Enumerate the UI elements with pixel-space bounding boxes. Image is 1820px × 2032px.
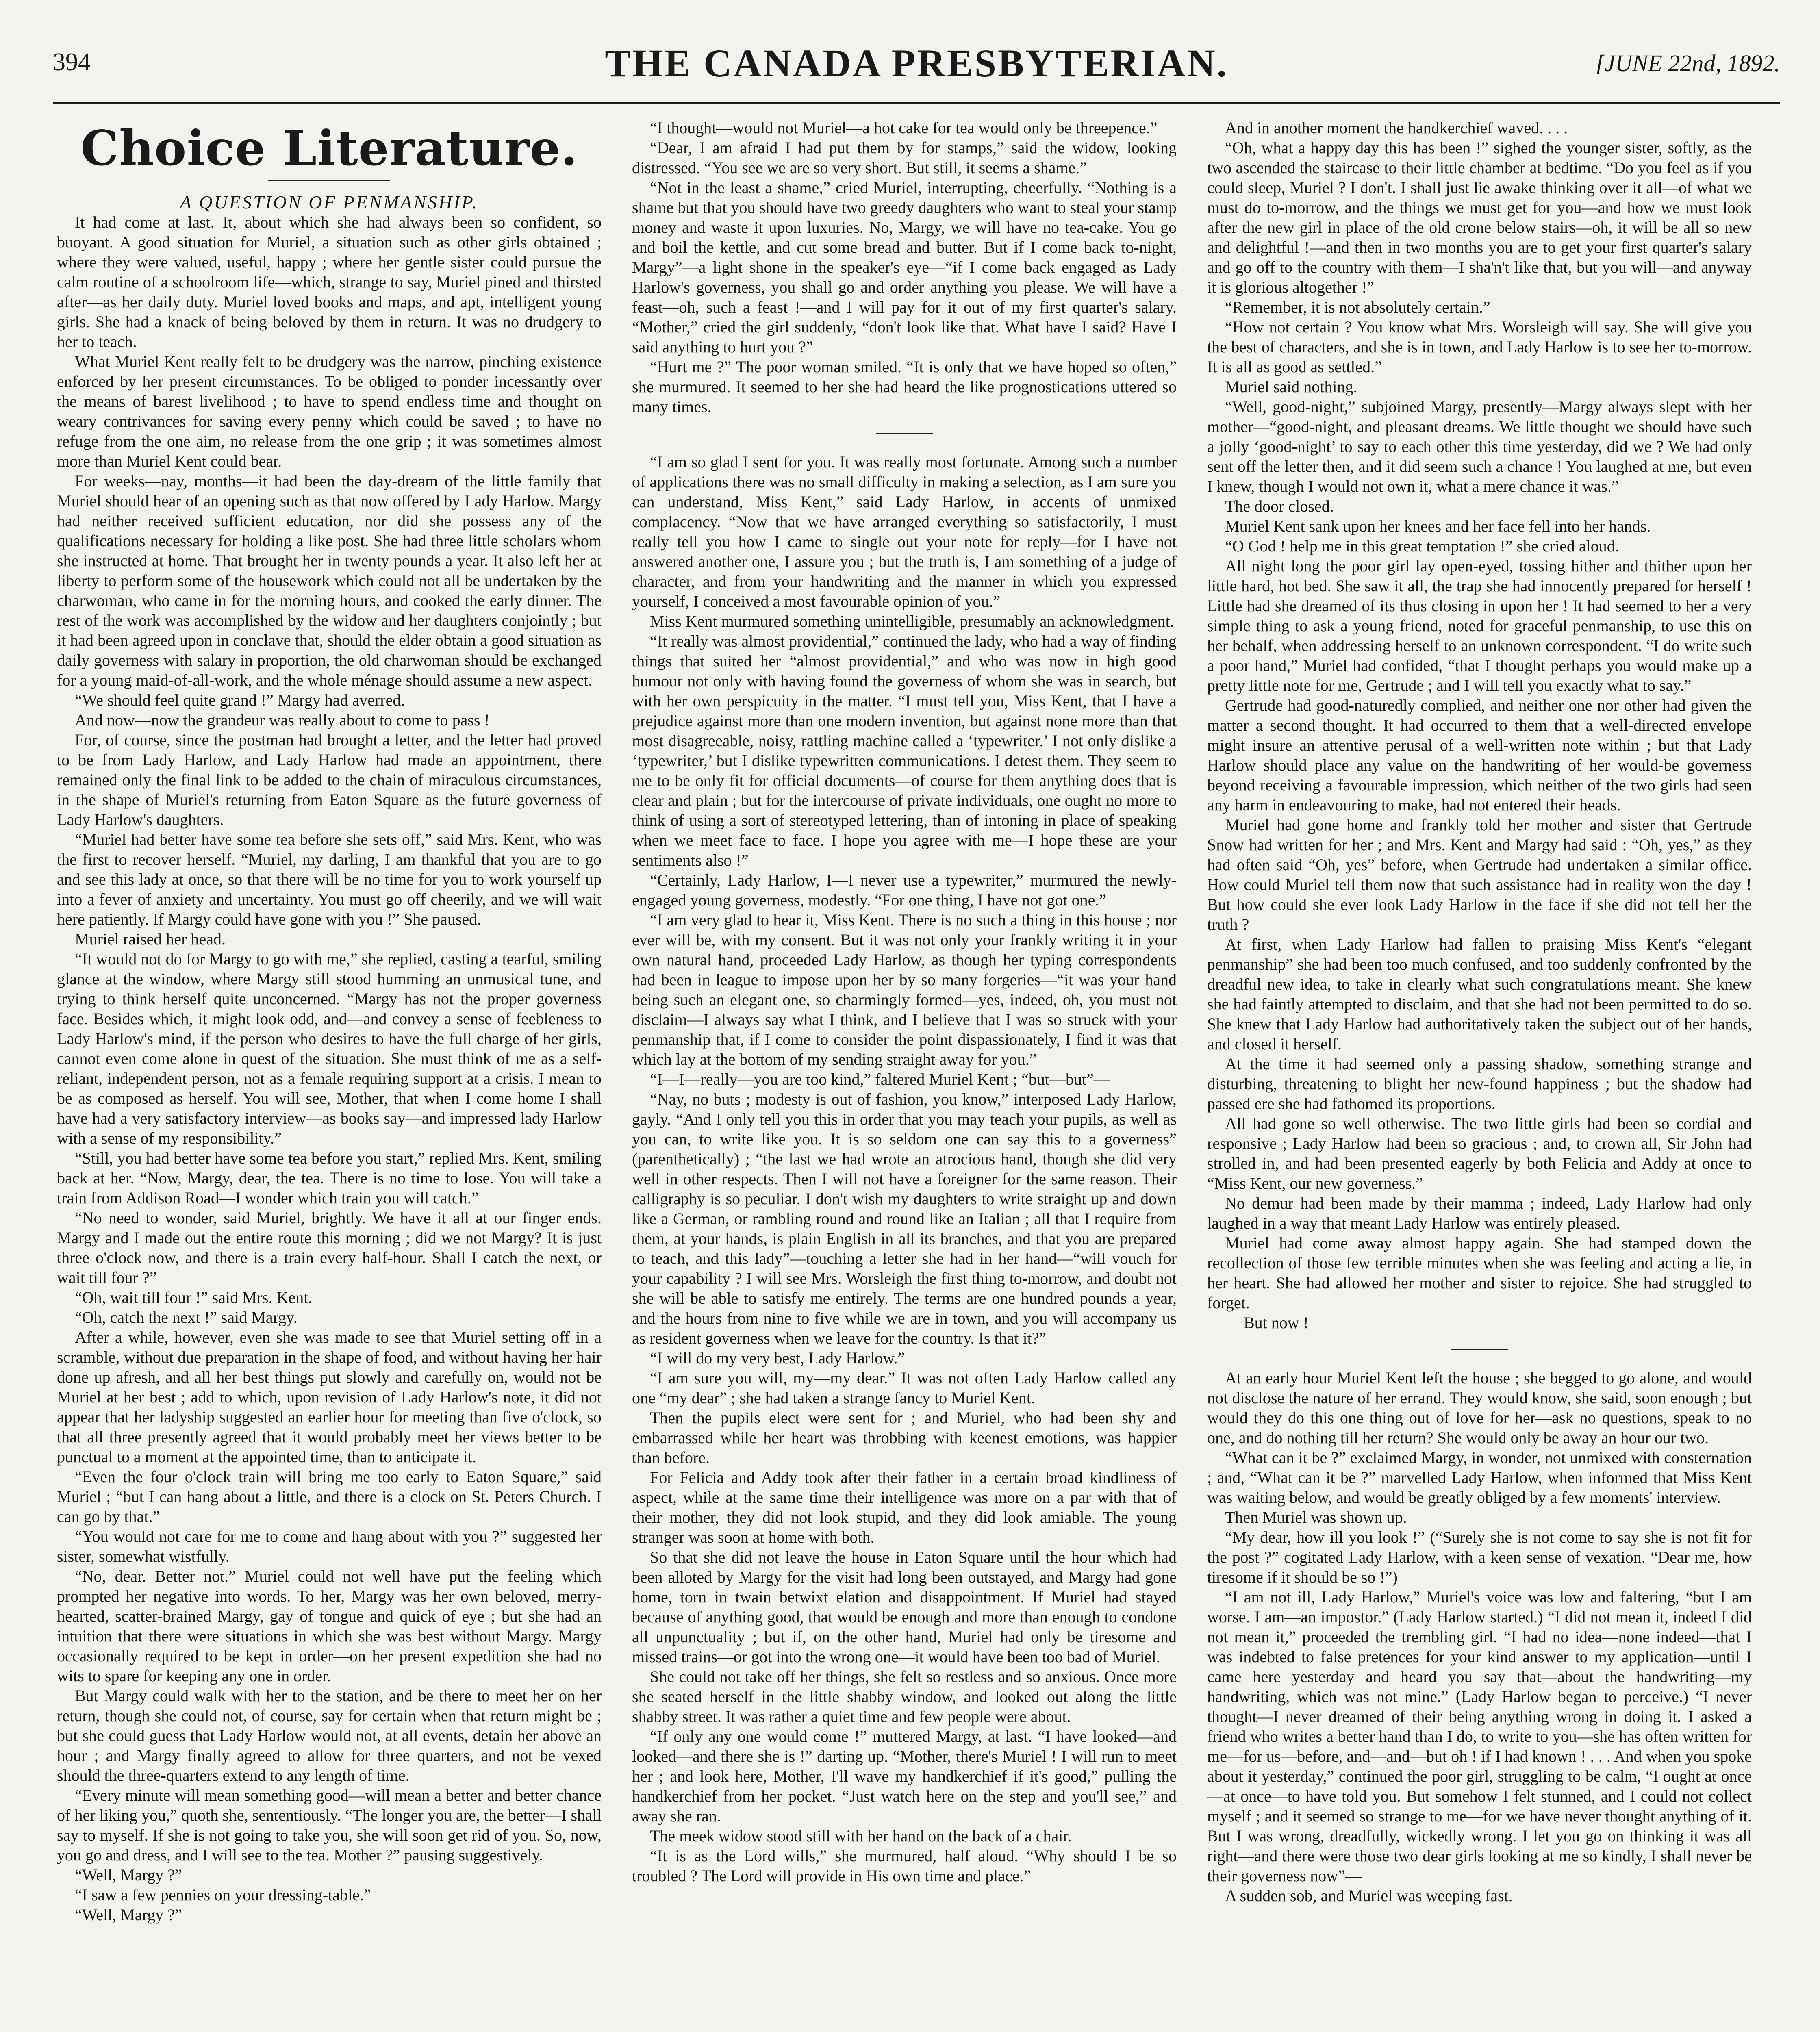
- paragraph: “Well, good-night,” subjoined Margy, presently—Margy always slept with her mother—“good-night, and pleasant dreams. We little thought we should have such a jolly ‘good-night’ to say to each other this time yesterday, did we ? We had only sent off the letter then, and it did seem such a chance ! You laughed at me, but even I knew, though I would not own it, what a mere chance it was.”: [1207, 397, 1752, 495]
- paragraph: It had come at last. It, about which she had always been so confident, so buoyant. A good situation for Muriel, a situation such as other girls obtained ; where they were valued, useful, happy ; where her gentle sister could pursue the calm routine of a schoolroom life—which, strange to say, Muriel pined and thirsted after—as her daily duty. Muriel loved books and maps, and apt, intelligent young girls. She had a knack of being beloved by them in return. It was no drudgery to her to teach.: [57, 213, 602, 351]
- paragraph: “No need to wonder, said Muriel, brightly. We have it all at our finger ends. Margy and I made out the entire route this morning ; did we not Margy? It is just three o'clock now, and there is a train every half-hour. Shall I catch the next, or wait till four ?”: [57, 1209, 602, 1287]
- paragraph: At the time it had seemed only a passing shadow, something strange and disturbing, threatening to blight her new-found happiness ; but the shadow had passed ere she had fathomed its proportions.: [1207, 1055, 1752, 1113]
- section-divider: [876, 433, 933, 434]
- paragraph: The door closed.: [1225, 497, 1334, 515]
- paragraph: “I thought—would not Muriel—a hot cake for tea would only be threepence.”: [650, 119, 1158, 137]
- paragraph: All night long the poor girl lay open-eyed, tossing hither and thither upon her little hard, hot bed. She saw it all, the trap she had innocently prepared for herself ! Little had she dreamed of its thus closing in upon her ! It had seemed to her a very simple thing to ask a young friend, noted for graceful penmanship, to use this on her behalf, when addressing herself to an unknown correspondent. “I do write such a poor hand,” Muriel had confided, “that I thought perhaps you would make up a pretty little note for me, Gertrude ; and I will tell you exactly what to say.”: [1207, 557, 1752, 695]
- paragraph: “I am very glad to hear it, Miss Kent. There is no such a thing in this house ; nor ever will be, with my consent. But it was not only your frankly writing it in your own natural hand, proceeded Lady Harlow, as though her typing correspondents had been in league to impose upon her by so many forgeries—“it was your hand being such an elegant one, so charmingly formed—yes, indeed, oh, you must not disclaim—I always say what I think, and I believe that I was so struck with your penmanship that, if I come to consider the point dispassionately, I find it was that which lay at the bottom of my sending straight away for you.”: [632, 911, 1177, 1068]
- paragraph: “I am sure you will, my—my dear.” It was not often Lady Harlow called any one “my dear” ; she had taken a strange fancy to Muriel Kent.: [632, 1369, 1177, 1407]
- masthead-title: THE CANADA PRESBYTERIAN.: [605, 41, 1228, 85]
- paragraph: “Every minute will mean something good—will mean a better and better chance of her liking you,” quoth she, sententiously. “The longer you are, the better—I shall say to myself. If she is not going to take you, she will soon get rid of you. So, now, you go and dress, and I will see to the tea. Mother ?” pausing suggestively.: [57, 1786, 602, 1864]
- heading-rule: [268, 180, 390, 181]
- paragraph: Gertrude had good-naturedly complied, and neither one nor other had given the matter a second thought. It had occurred to them that a well-directed envelope might insure an attentive perusal of a well-written note within ; but that Lady Harlow should place any value on the handwriting of her would-be governess beyond receiving a favourable impression, which neither of the two girls had seen any harm in endeavouring to make, had not entered their heads.: [1207, 696, 1752, 814]
- paragraph: “No, dear. Better not.” Muriel could not well have put the feeling which prompted her negative into words. To her, Margy was her own beloved, merry-hearted, scatter-brained Margy, gay of tongue and quick of eye ; but she had an intuition that there were situations in which she was best without Margy. Margy occasionally required to be kept in order—on her present expedition she had no wits to spare for keeping any one in order.: [57, 1567, 602, 1685]
- paragraph: She could not take off her things, she felt so restless and so anxious. Once more she seated herself in the little shabby window, and looked out along the little shabby street. It was rather a quiet time and few people were about.: [632, 1667, 1177, 1726]
- page-header: [53, 41, 1780, 98]
- paragraph: “How not certain ? You know what Mrs. Worsleigh will say. She will give you the best of characters, and she is in town, and Lady Harlow is to see her to-morrow. It is all as good as settled.”: [1207, 318, 1752, 376]
- paragraph: Then the pupils elect were sent for ; and Muriel, who had been shy and embarrassed while her heart was throbbing with keenest emotions, was happier than before.: [632, 1409, 1177, 1467]
- section-divider: [1451, 1349, 1508, 1350]
- paragraph: “Well, Margy ?”: [75, 1906, 182, 1924]
- paragraph: “Well, Margy ?”: [75, 1866, 182, 1884]
- section-heading: Choice Literature.: [80, 120, 578, 176]
- paragraph: “Muriel had better have some tea before she sets off,” said Mrs. Kent, who was the first to recover herself. “Muriel, my darling, I am thankful that you are to go and see this lady at once, so that there will be no time for you to work yourself up into a fever of anxiety and uncertainty. You must go off cheerily, and we will wait here patiently. If Margy could have gone with you !” She paused.: [57, 830, 602, 928]
- paragraph: “Nay, no buts ; modesty is out of fashion, you know,” interposed Lady Harlow, gayly. “And I only tell you this in order that you may teach your pupils, as well as you can, to write like you. It is so seldom one can say this to a governess” (parenthetically) ; “the last we had wrote an atrocious hand, though she did very well in other respects. Then I will not have a foreigner for the same reason. Their calligraphy is so peculiar. I don't wish my daughters to write straight up and down like a German, or rambling round and round like an Italian ; all that I require from them, at your hands, is plain English in all its branches, and that you are prepared to teach, and this lady”—touching a letter she had in her hand—“will vouch for your capability ? I will see Mrs. Worsleigh the first thing to-morrow, and doubt not she will be able to satisfy me entirely. The terms are one hundred pounds a year, and the hours from nine to five while we are in town, and you will accompany us as resident governess when we leave for the country. Is that it?”: [632, 1090, 1177, 1347]
- paragraph: “If only any one would come !” muttered Margy, at last. “I have looked—and looked—and there she is !” darting up. “Mother, there's Muriel ! I will run to meet her ; and look here, Mother, I'll wave my handkerchief if it's good,” pulling the handkerchief from her pocket. “Just watch here on the step and you'll see,” and away she ran.: [632, 1727, 1177, 1825]
- story-title: A QUESTION OF PENMANSHIP.: [180, 192, 479, 213]
- page-number: 394: [53, 48, 91, 76]
- column-3: [1207, 118, 1752, 2032]
- paragraph: All had gone so well otherwise. The two little girls had been so cordial and responsive ; Lady Harlow had been so gracious ; and, to crown all, Sir John had strolled in, and had been presented eagerly by both Felicia and Addy at once to “Miss Kent, our new governess.”: [1207, 1114, 1752, 1192]
- paragraph: So that she did not leave the house in Eaton Square until the hour which had been alloted by Margy for the visit had long been outstayed, and Margy had gone home, torn in twain betwixt elation and disappointment. If Muriel had stayed because of anything good, that would be enough and more than enough to condone all unpunctuality ; but if, on the other hand, Muriel had only be tiresome and missed trains—or got into the wrong one—it would have been too bad of Muriel.: [632, 1548, 1177, 1666]
- paragraph: “O God ! help me in this great temptation !” she cried aloud.: [1225, 537, 1619, 555]
- paragraph: “Certainly, Lady Harlow, I—I never use a typewriter,” murmured the newly-engaged young governess, modestly. “For one thing, I have not got one.”: [632, 871, 1177, 909]
- column-2: [632, 118, 1177, 2032]
- paragraph: “Dear, I am afraid I had put them by for stamps,” said the widow, looking distressed. “You see we are so very short. But still, it seems a shame.”: [632, 139, 1177, 177]
- paragraph: Muriel had come away almost happy again. She had stamped down the recollection of those few terrible minutes when she was feeling and acting a lie, in her heart. She had allowed her mother and sister to rejoice. She had struggled to forget.: [1207, 1234, 1752, 1312]
- column-1: [57, 118, 602, 2032]
- paragraph: “Oh, wait till four !” said Mrs. Kent.: [75, 1288, 313, 1307]
- paragraph: “Even the four o'clock train will bring me too early to Eaton Square,” said Muriel ; “but I can hang about a little, and there is a clock on St. Peters Church. I can go by that.”: [57, 1468, 602, 1526]
- paragraph: For Felicia and Addy took after their father in a certain broad kindliness of aspect, while at the same time their intelligence was more on a par with that of their mother, they did not look stupid, and they did look amiable. The young stranger was soon at home with both.: [632, 1468, 1177, 1546]
- paragraph: “You would not care for me to come and hang about with you ?” suggested her sister, somewhat wistfully.: [57, 1527, 602, 1565]
- paragraph: “It would not do for Margy to go with me,” she replied, casting a tearful, smiling glance at the window, where Margy still stood humming an unmusical tune, and trying to think herself quite unconcerned. “Margy has not the proper governess face. Besides which, it might look odd, and—and convey a sense of feebleness to Lady Harlow's mind, if the person who desires to have the full charge of her girls, cannot even come alone in quest of the situation. She must think of me as a self-reliant, independent person, not as a female requiring support at a crisis. I mean to be as composed as herself. You will see, Mother, that when I come home I shall have had a very satisfactory interview—as books say—and impressed lady Harlow with a sense of my responsibility.”: [57, 950, 602, 1147]
- paragraph: “Still, you had better have some tea before you start,” replied Mrs. Kent, smiling back at her. “Now, Margy, dear, the tea. There is no time to lose. You will take a train from Addison Road—I wonder which train you will catch.”: [57, 1149, 602, 1207]
- paragraph: What Muriel Kent really felt to be drudgery was the narrow, pinching existence enforced by her present circumstances. To be obliged to ponder incessantly over the means of barest livelihood ; to have to spend endless time and thought on weary contrivances for saving every penny which could be saved ; to have no refuge from the one aim, no release from the one grip ; it was sometimes almost more than Muriel Kent could bear.: [57, 352, 602, 470]
- paragraph: Muriel had gone home and frankly told her mother and sister that Gertrude Snow had written for her ; and Mrs. Kent and Margy had said : “Oh, yes,” as they had often said “Oh, yes” before, when Gertrude had undertaken a similar office. How could Muriel tell them now that such assistance had in reality won the day ! But how could she ever look Lady Harlow in the face if she did not tell her the truth ?: [1207, 816, 1752, 934]
- paragraph: “Oh, catch the next !” said Margy.: [75, 1308, 298, 1326]
- paragraph: At first, when Lady Harlow had fallen to praising Miss Kent's “elegant penmanship” she had been too much confused, and too suddenly confronted by the dreadful new idea, to take in clearly what such congratulations meant. She knew she had faintly attempted to disclaim, and that she had not been permitted to do so. She knew that Lady Harlow had authoritatively taken the subject out of her hands, and closed it herself.: [1207, 935, 1752, 1053]
- paragraph: “It is as the Lord wills,” she murmured, half aloud. “Why should I be so troubled ? The Lord will provide in His own time and place.”: [632, 1847, 1177, 1885]
- paragraph: “I will do my very best, Lady Harlow.”: [650, 1349, 905, 1367]
- paragraph: At an early hour Muriel Kent left the house ; she begged to go alone, and would not disclose the nature of her errand. They would know, she said, soon enough ; but would they do this one thing out of love for her—ask no questions, speak to no one, and do nothing till her return? She would only be away an hour our two.: [1207, 1369, 1752, 1447]
- paragraph: No demur had been made by their mamma ; indeed, Lady Harlow had only laughed in a way that meant Lady Harlow was entirely pleased.: [1207, 1194, 1752, 1232]
- paragraph: And now—now the grandeur was really about to come to pass !: [75, 711, 490, 729]
- paragraph: “I am not ill, Lady Harlow,” Muriel's voice was low and faltering, “but I am worse. I am—an impostor.” (Lady Harlow started.) “I did not mean it, indeed I did not mean it,” proceeded the trembling girl. “I had no idea—none indeed—that I was indebted to false pretences for your kind answer to my application—until I came here yesterday and heard you say that—about the handwriting—my handwriting, which was not mine.” (Lady Harlow began to perceive.) “I never thought—I never dreamed of their being anything wrong in doing it. I asked a friend who writes a better hand than I do, to write to you—she has often written for me—for us—before, and—and—but oh ! if I had known ! . . . And when you spoke about it yesterday,” continued the poor girl, struggling to be calm, “I ought at once—at once—to have told you. But somehow I felt stunned, and I could not collect myself ; and it seemed so strange to me—for we have never thought anything of it. But I was wrong, dreadfully, wickedly wrong. I let you go on thinking it was all right—and there were those two dear girls looking at me so kindly, I shall never be their governess now”—: [1207, 1588, 1752, 1885]
- paragraph: “It really was almost providential,” continued the lady, who had a way of finding things that suited her “almost providential,” and who was now in high good humour not only with having found the governess of whom she was in search, but with her own perspicuity in the matter. “I must tell you, Miss Kent, that I have a prejudice against more than one modern invention, but against none more than that most disagreeable, noisy, rattling machine called a ‘typewriter.’ I not only dislike a ‘typewriter,’ but I dislike typewritten communications. I detest them. They seem to me to be only fit for official documents—of course for them anything does that is clear and plain ; but for the intercourse of private individuals, one ought no more to think of using a sort of stereotyped lettering, than of intoning in place of speaking when we meet face to face. I hope you agree with me—I hope these are your sentiments also !”: [632, 632, 1177, 869]
- paragraph: The meek widow stood still with her hand on the back of a chair.: [650, 1827, 1072, 1845]
- paragraph: “I saw a few pennies on your dressing-table.”: [75, 1886, 371, 1904]
- paragraph: “Hurt me ?” The poor woman smiled. “It is only that we have hoped so often,” she murmured. It seemed to her she had heard the like prognostications uttered so many times.: [632, 358, 1177, 416]
- paragraph: Miss Kent murmured something unintelligible, presumably an acknowledgment.: [650, 612, 1174, 630]
- paragraph: For weeks—nay, months—it had been the day-dream of the little family that Muriel should hear of an opening such as that now offered by Lady Harlow. Margy had neither received sufficient education, nor did she possess any of the qualifications necessary for holding a like post. She had three little scholars whom she instructed at home. That brought her in twenty pounds a year. It also left her at liberty to perform some of the housework which could not all be undertaken by the charwoman, who came in for the morning hours, and cooked the early dinner. The rest of the work was accomplished by the widow and her daughters conjointly ; but it had been agreed upon in conclave that, should the elder obtain a good situation as daily governess with salary in proportion, the old charwoman should be exchanged for a young maid-of-all-work, and the whole ménage should assume a new aspect.: [57, 472, 602, 689]
- paragraph: A sudden sob, and Muriel was weeping fast.: [1225, 1887, 1513, 1905]
- paragraph: For, of course, since the postman had brought a letter, and the letter had proved to be from Lady Harlow, and Lady Harlow had made an appointment, there remained only the final link to be added to the chain of miraculous circumstances, in the shape of Muriel's returning from Eaton Square as the future governess of Lady Harlow's daughters.: [57, 731, 602, 829]
- paragraph: Muriel said nothing.: [1225, 378, 1357, 396]
- paragraph: “Remember, it is not absolutely certain.”: [1225, 298, 1490, 316]
- paragraph: “My dear, how ill you look !” (“Surely she is not come to say she is not fit for the post ?” cogitated Lady Harlow, with a keen sense of vexation. “Dear me, how tiresome if it should be so !”): [1207, 1528, 1752, 1586]
- paragraph: “What can it be ?” exclaimed Margy, in wonder, not unmixed with consternation ; and, “What can it be ?” marvelled Lady Harlow, when informed that Miss Kent was waiting below, and would be greatly obliged by a few moments' interview.: [1207, 1448, 1752, 1507]
- paragraph: “Oh, what a happy day this has been !” sighed the younger sister, softly, as the two ascended the staircase to their little chamber at bedtime. “Do you feel as if you could sleep, Muriel ? I don't. I shall just lie awake thinking over it all—of what we must do to-morrow, and the things we must get for you—and how we must look after the new girl in place of the old crone below stairs—oh, it will be all so new and delightful !—and then in two months you are to get your first quarter's salary and go off to the country with them—I sha'n't like that, but you will—and anyway it is glorious altogether !”: [1207, 139, 1752, 296]
- paragraph: “I am so glad I sent for you. It was really most fortunate. Among such a number of applications there was no small difficulty in making a selection, as I am sure you can understand, Miss Kent,” said Lady Harlow, in accents of unmixed complacency. “Now that we have arranged everything so satisfactorily, I must really tell you how I came to single out your note for reply—for I have not answered another one, I assure you ; but the truth is, I am something of a judge of character, and from your handwriting and the manner in which you expressed yourself, I conceived a most favourable opinion of you.”: [632, 453, 1177, 610]
- paragraph: Muriel Kent sank upon her knees and her face fell into her hands.: [1225, 517, 1651, 535]
- issue-date: [JUNE 22nd, 1892.: [1595, 50, 1780, 76]
- paragraph: But Margy could walk with her to the station, and be there to meet her on her return, though she could not, of course, say for certain when that return might be ; but she could guess that Lady Harlow would not, at all events, detain her above an hour ; and Margy finally agreed to allow for three quarters, and not be vexed should the three-quarters extend to any length of time.: [57, 1687, 602, 1785]
- paragraph: And in another moment the handkerchief waved. . . .: [1225, 119, 1568, 137]
- paragraph: Then Muriel was shown up.: [1225, 1508, 1407, 1526]
- paragraph: But now !: [1244, 1313, 1309, 1332]
- paragraph: After a while, however, even she was made to see that Muriel setting off in a scramble, without due preparation in the shape of food, and without having her hair done up afresh, and all her best things put slowly and carefully on, would not be Muriel at her best ; add to which, upon revision of Lady Harlow's note, it did not appear that her ladyship suggested an earlier hour for meeting than five o'clock, so that all three presently agreed that it would probably meet her views better to be punctual to a moment at the appointed time, than to anticipate it.: [57, 1328, 602, 1466]
- paragraph: “I—I—really—you are too kind,” faltered Muriel Kent ; “but—but”—: [650, 1070, 1110, 1088]
- paragraph: “We should feel quite grand !” Margy had averred.: [75, 691, 405, 709]
- paragraph: Muriel raised her head.: [75, 930, 226, 948]
- header-rule: [53, 102, 1780, 104]
- paragraph: “Not in the least a shame,” cried Muriel, interrupting, cheerfully. “Nothing is a shame but that you should have two greedy daughters who want to steal your stamp money and waste it upon luxuries. No, Margy, we will have no tea-cake. You go and boil the kettle, and cut some bread and butter. But if I come back to-night, Margy”—a light shone in the speaker's eye—“if I come back engaged as Lady Harlow's governess, you shall go and order anything you please. We will have a feast—oh, such a feast !—and I will pay for it out of my first quarter's salary. “Mother,” cried the girl suddenly, “don't look like that. What have I said? Have I said anything to hurt you ?”: [632, 178, 1177, 356]
